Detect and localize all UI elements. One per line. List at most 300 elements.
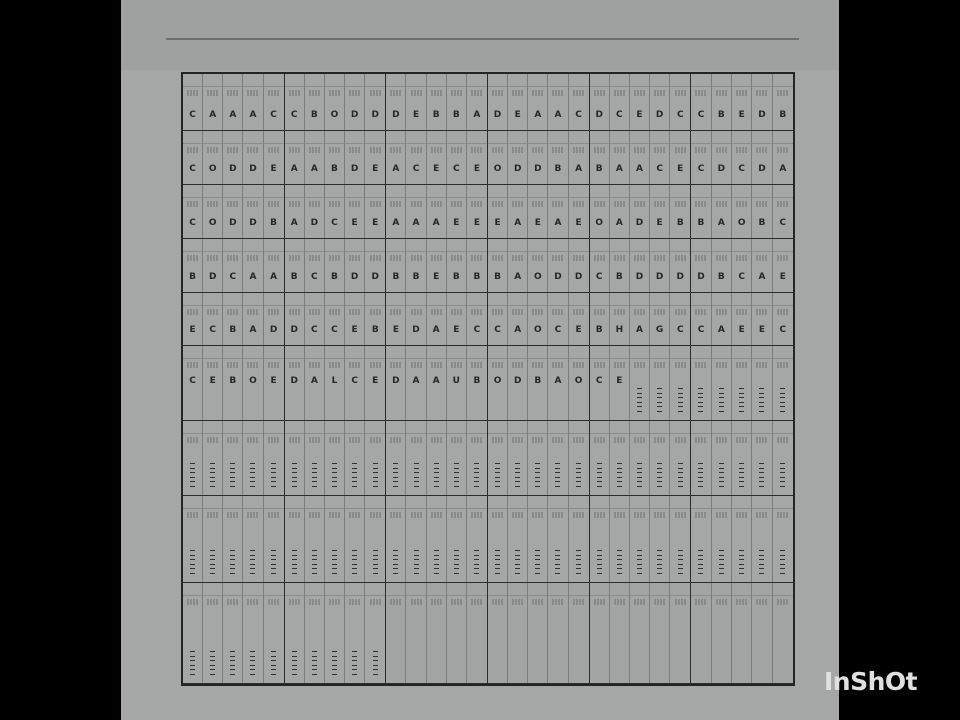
question-number-box [488,189,507,198]
marked-answer: C [351,375,358,386]
question-number-box [447,78,466,87]
option-bubbles [451,512,462,518]
question-number-box [691,297,710,306]
marked-answer: B [452,110,460,120]
answer-block [285,496,387,583]
option-bubbles [431,362,442,368]
question-number-box [467,587,487,596]
marked-answer: B [331,164,338,174]
marked-answer: C [331,325,338,335]
marked-answer: C [331,218,338,228]
option-bubbles [390,309,401,315]
numeric-entry-marks [508,463,527,487]
question-number-box [325,189,344,198]
question-cell [650,131,670,184]
option-bubbles [614,147,625,153]
marked-answer: C [209,325,216,335]
marked-answer: D [249,218,257,228]
question-cell [386,74,406,130]
question-number-box [447,500,466,509]
option-bubbles [471,437,482,443]
option-bubbles [247,201,258,207]
option-bubbles [187,362,198,368]
question-cell [670,239,690,292]
question-cell [508,239,528,292]
option-bubbles [370,599,381,605]
question-cell [183,239,203,292]
marked-answer: D [758,164,766,174]
question-number-box [650,425,669,434]
marked-answer: D [350,164,359,174]
option-bubbles [471,309,482,315]
question-cell [243,346,263,420]
option-bubbles [736,362,747,368]
question-cell [569,421,589,495]
answer-block [183,421,285,496]
marked-answer: A [758,272,766,282]
question-cell [508,496,528,582]
option-bubbles [756,362,767,368]
question-number-box [488,425,507,434]
question-cell [773,239,793,292]
question-cell [345,496,365,582]
numeric-entry-marks [325,651,344,675]
question-cell [488,496,508,582]
marked-answer: O [493,375,502,386]
answer-block [590,131,692,185]
question-number-box [427,135,446,144]
marked-answer: C [779,325,787,335]
question-cell [590,185,610,238]
question-number-box [773,78,793,87]
question-cell [305,583,325,683]
question-number-box [183,500,202,509]
question-cell [590,293,610,345]
question-number-box [630,135,649,144]
question-cell [691,346,711,420]
question-number-box [305,135,324,144]
option-bubbles [329,309,340,315]
marked-answer: O [208,164,217,174]
option-bubbles [634,90,645,96]
marked-answer: D [371,110,379,120]
question-number-box [610,189,629,198]
option-bubbles [594,255,605,261]
option-bubbles [471,599,482,605]
marked-answer: A [412,218,420,228]
answer-block [285,421,387,496]
marked-answer: O [737,218,746,228]
numeric-entry-marks [203,651,222,675]
question-number-box [264,350,284,359]
question-number-box [345,189,364,198]
marked-answer: B [717,110,725,120]
option-bubbles [594,599,605,605]
question-number-box [305,425,324,434]
numeric-entry-marks [365,651,385,675]
question-cell [183,421,203,495]
question-number-box [712,243,731,252]
option-bubbles [289,147,300,153]
answer-block [488,583,590,684]
question-number-box [508,189,527,198]
question-cell [427,239,447,292]
question-cell [386,185,406,238]
option-bubbles [695,201,706,207]
question-number-box [406,425,425,434]
numeric-entry-marks [670,463,690,487]
question-cell [345,293,365,345]
question-number-box [365,425,385,434]
question-cell [508,346,528,420]
marked-answer: O [533,272,542,282]
marked-answer: C [697,110,705,120]
answer-block [285,293,387,346]
option-bubbles [390,362,401,368]
question-number-box [569,78,589,87]
marked-answer: D [392,375,400,386]
question-cell [285,421,305,495]
option-bubbles [227,255,238,261]
question-cell [590,421,610,495]
answer-block [691,496,793,583]
question-cell [386,496,406,582]
question-cell [467,583,487,683]
option-bubbles [614,255,625,261]
question-number-box [712,500,731,509]
numeric-entry-marks [732,463,751,487]
question-number-box [630,587,649,596]
question-cell [223,346,243,420]
question-cell [630,74,650,130]
option-bubbles [736,147,747,153]
option-bubbles [512,512,523,518]
option-bubbles [594,437,605,443]
question-cell [365,421,385,495]
question-cell [630,421,650,495]
question-cell [569,185,589,238]
question-cell [548,421,568,495]
question-cell [670,346,690,420]
question-cell [427,421,447,495]
question-cell [773,131,793,184]
question-cell [650,496,670,582]
marked-answer: A [249,272,257,282]
question-cell [773,74,793,130]
option-bubbles [512,599,523,605]
option-bubbles [349,309,360,315]
question-cell [183,74,203,130]
question-number-box [670,78,690,87]
question-cell [345,583,365,683]
option-bubbles [329,599,340,605]
question-cell [569,131,589,184]
question-number-box [345,350,364,359]
option-bubbles [695,90,706,96]
option-bubbles [594,90,605,96]
marked-answer: B [290,272,298,282]
question-number-box [406,189,425,198]
header-band [121,0,839,70]
question-number-box [203,135,222,144]
marked-answer: A [432,218,440,228]
question-number-box [183,243,202,252]
option-bubbles [777,599,788,605]
option-bubbles [532,309,543,315]
numeric-entry-marks [569,550,589,574]
option-bubbles [227,90,238,96]
marked-answer: C [616,110,623,120]
question-number-box [691,425,710,434]
question-cell [264,131,284,184]
question-number-box [732,189,751,198]
question-number-box [386,189,405,198]
question-cell [630,185,650,238]
answer-block [386,293,488,346]
option-bubbles [777,362,788,368]
option-bubbles [492,362,503,368]
numeric-entry-marks [610,463,629,487]
marked-answer: C [270,110,277,120]
question-cell [264,185,284,238]
question-number-box [508,500,527,509]
option-bubbles [695,599,706,605]
marked-answer: A [717,325,725,335]
question-number-box [223,78,242,87]
option-bubbles [594,512,605,518]
question-number-box [427,78,446,87]
question-number-box [712,425,731,434]
option-bubbles [532,599,543,605]
option-bubbles [614,512,625,518]
option-bubbles [675,90,686,96]
question-number-box [548,425,567,434]
question-cell [712,239,732,292]
marked-answer: A [554,218,562,228]
option-bubbles [492,437,503,443]
question-number-box [569,425,589,434]
question-number-box [650,243,669,252]
option-bubbles [492,309,503,315]
numeric-entry-marks [752,550,771,574]
question-cell [488,421,508,495]
answer-block [488,185,590,239]
question-number-box [650,189,669,198]
question-number-box [548,78,567,87]
question-cell [752,74,772,130]
question-number-box [590,350,609,359]
question-cell [732,185,752,238]
question-number-box [488,135,507,144]
question-number-box [345,587,364,596]
option-bubbles [471,147,482,153]
question-cell [243,421,263,495]
question-cell [345,421,365,495]
question-number-box [569,243,589,252]
question-number-box [630,243,649,252]
option-bubbles [532,437,543,443]
marked-answer: A [229,110,237,120]
question-number-box [386,587,405,596]
question-number-box [712,78,731,87]
marked-answer: E [270,375,277,386]
question-cell [243,239,263,292]
question-number-box [203,243,222,252]
answer-block [285,346,387,421]
question-cell [406,346,426,420]
question-number-box [365,78,385,87]
question-cell [345,185,365,238]
question-number-box [569,297,589,306]
option-bubbles [247,255,258,261]
numeric-entry-marks [467,463,487,487]
question-cell [223,185,243,238]
question-cell [365,185,385,238]
question-number-box [345,297,364,306]
question-cell [305,185,325,238]
answer-block [285,74,387,131]
marked-answer: A [310,164,318,174]
marked-answer: D [350,272,359,282]
question-cell [548,239,568,292]
question-number-box [406,297,425,306]
question-number-box [650,297,669,306]
question-cell [610,496,630,582]
question-cell [650,185,670,238]
option-bubbles [736,599,747,605]
question-cell [528,421,548,495]
option-bubbles [756,147,767,153]
numeric-entry-marks [243,651,262,675]
question-cell [345,131,365,184]
question-number-box [670,587,690,596]
question-cell [365,239,385,292]
answer-block [386,239,488,293]
question-number-box [305,297,324,306]
question-number-box [691,500,710,509]
option-bubbles [736,255,747,261]
option-bubbles [349,362,360,368]
question-number-box [223,135,242,144]
marked-answer: E [575,325,582,335]
question-number-box [223,189,242,198]
question-number-box [386,425,405,434]
question-number-box [488,297,507,306]
question-cell [528,239,548,292]
option-bubbles [309,90,320,96]
option-bubbles [451,362,462,368]
question-number-box [223,243,242,252]
marked-answer: C [290,110,298,120]
option-bubbles [532,255,543,261]
question-cell [427,496,447,582]
marked-answer: B [595,325,603,335]
option-bubbles [370,147,381,153]
question-number-box [752,500,771,509]
option-bubbles [573,599,584,605]
inshot-watermark: InShOt [824,667,918,696]
question-cell [528,131,548,184]
option-bubbles [654,90,665,96]
question-number-box [305,189,324,198]
question-cell [528,185,548,238]
option-bubbles [573,309,584,315]
option-bubbles [614,90,625,96]
option-bubbles [552,599,563,605]
question-cell [264,346,284,420]
question-number-box [752,78,771,87]
option-bubbles [675,437,686,443]
option-bubbles [390,255,401,261]
option-bubbles [431,201,442,207]
question-cell [447,185,467,238]
question-cell [569,346,589,420]
option-bubbles [349,437,360,443]
option-bubbles [756,599,767,605]
question-cell [488,346,508,420]
question-number-box [691,587,710,596]
question-number-box [650,350,669,359]
question-cell [488,239,508,292]
marked-answer: A [310,375,318,386]
question-number-box [467,135,487,144]
question-cell [670,185,690,238]
question-number-box [488,500,507,509]
option-bubbles [573,147,584,153]
numeric-entry-marks [325,463,344,487]
question-number-box [508,297,527,306]
question-number-box [650,587,669,596]
option-bubbles [309,201,320,207]
question-number-box [610,135,629,144]
question-number-box [467,350,487,359]
question-number-box [203,350,222,359]
question-number-box [365,135,385,144]
numeric-entry-marks [773,388,793,412]
option-bubbles [309,147,320,153]
question-number-box [488,587,507,596]
question-cell [590,496,610,582]
question-cell [305,346,325,420]
question-number-box [610,425,629,434]
answer-block [590,583,692,684]
question-cell [365,583,385,683]
marked-answer: A [249,325,257,335]
option-bubbles [654,437,665,443]
marked-answer: A [514,325,522,335]
question-number-box [183,587,202,596]
question-number-box [569,500,589,509]
marked-answer: B [229,375,237,386]
question-cell [447,346,467,420]
marked-answer: A [209,110,217,120]
answer-block [386,496,488,583]
option-bubbles [471,362,482,368]
question-number-box [610,243,629,252]
marked-answer: B [229,325,237,335]
question-cell [243,131,263,184]
question-cell [630,131,650,184]
marked-answer: A [270,272,278,282]
question-cell [528,346,548,420]
marked-answer: C [595,375,603,386]
marked-answer: C [473,325,481,335]
answer-block [285,131,387,185]
question-cell [610,421,630,495]
numeric-entry-marks [691,463,710,487]
marked-answer: E [779,272,786,282]
marked-answer: A [290,164,298,174]
